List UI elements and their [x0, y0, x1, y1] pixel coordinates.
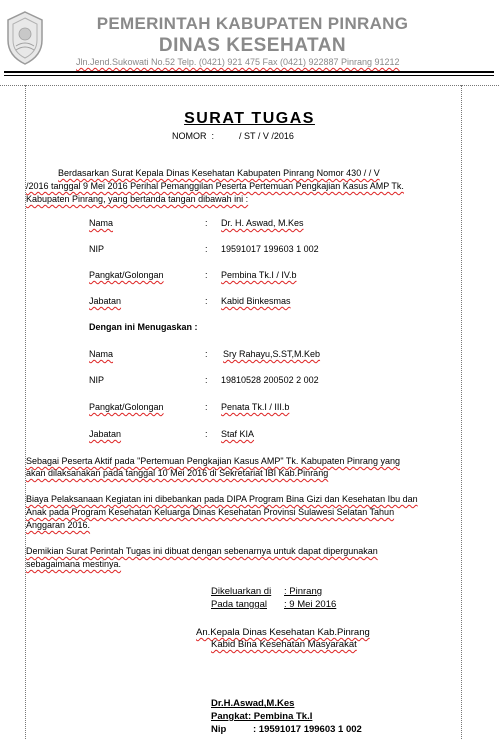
- intro-line-2: /2016 tanggal 9 Mei 2016 Perihal Pemanggilan Peserta Pertemuan Pengkajian Kasus AMP Tk.: [26, 181, 404, 191]
- signature-name: Dr.H.Aswad,M.Kes: [211, 698, 295, 709]
- signer-position-label: Jabatan: [89, 296, 122, 306]
- letterhead-government: PEMERINTAH KABUPATEN PINRANG: [96, 14, 409, 33]
- intro-line-3: Kabupaten Pinrang, yang bertanda tangan dibawah ini :: [26, 194, 249, 204]
- letterhead-rule-thick: [4, 71, 494, 73]
- signer-nip-label: NIP: [89, 244, 105, 254]
- assignee-position-value: Staf KIA: [221, 429, 255, 439]
- margin-guide-top: [0, 85, 499, 86]
- signer-position-colon: :: [205, 296, 208, 306]
- para3-line-2: sebagaimana mestinya.: [26, 559, 122, 569]
- assignee-name-label: Nama: [89, 349, 114, 359]
- assignee-name-value: Sry Rahayu,S.ST,M.Keb: [223, 349, 321, 359]
- issued-place-label: Dikeluarkan di: [211, 586, 272, 597]
- signer-rank-value: Pembina Tk.I / IV.b: [221, 270, 297, 280]
- para1-line-2: akan dilaksanakan pada tanggal 10 Mei 2016 di Sekretariat IBI Kab.Pinrang: [26, 468, 329, 478]
- signer-name-colon: :: [205, 218, 208, 228]
- signature-on-behalf: An.Kepala Dinas Kesehatan Kab.Pinrang: [196, 627, 370, 638]
- signature-nip-label: Nip: [211, 724, 227, 735]
- regency-emblem-icon: [4, 10, 46, 66]
- assignee-rank-value: Penata Tk.I / III.b: [221, 402, 290, 412]
- document-number: NOMOR : / ST / V /2016: [172, 131, 294, 141]
- margin-guide-right: [461, 85, 462, 739]
- para2-line-3: Anggaran 2016.: [26, 520, 91, 530]
- para2-line-1: Biaya Pelaksanaan Kegiatan ini dibebankan pada DIPA Program Bina Gizi dan Kesehatan Ibu dan: [26, 494, 418, 504]
- assignee-rank-colon: :: [205, 402, 208, 412]
- signer-rank-colon: :: [205, 270, 208, 280]
- para1-line-1: Sebagai Peserta Aktif pada "Pertemuan Pengkajian Kasus AMP" Tk. Kabupaten Pinrang yang: [26, 456, 400, 466]
- document-title: SURAT TUGAS: [184, 110, 315, 127]
- assignee-rank-label: Pangkat/Golongan: [89, 402, 164, 412]
- letterhead-address: Jln.Jend.Sukowati No.52 Telp. (0421) 921 475 Fax (0421) 922887 Pinrang 91212: [76, 57, 400, 67]
- issued-date-value: : 9 Mei 2016: [284, 599, 337, 610]
- assignee-nip-value: 19810528 200502 2 002: [221, 375, 319, 385]
- signer-position-value: Kabid Binkesmas: [221, 296, 291, 306]
- signer-name-label: Nama: [89, 218, 114, 228]
- assignee-position-colon: :: [205, 429, 208, 439]
- assign-heading: Dengan ini Menugaskan :: [89, 322, 198, 332]
- issued-date-label: Pada tanggal: [211, 599, 267, 610]
- issued-place-value: : Pinrang: [284, 586, 323, 597]
- letterhead-rule-thin: [4, 75, 494, 76]
- assignee-nip-colon: :: [205, 375, 208, 385]
- signer-nip-value: 19591017 199603 1 002: [221, 244, 319, 254]
- intro-line-1: Berdasarkan Surat Kepala Dinas Kesehatan Kabupaten Pinrang Nomor 430 / / V: [58, 168, 380, 178]
- para2-line-2: Anak pada Program Kesehatan Keluarga Dinas Kesehatan Provinsi Sulawesi Selatan Tahun: [26, 507, 395, 517]
- signer-nip-colon: :: [205, 244, 208, 254]
- letterhead-agency: DINAS KESEHATAN: [158, 35, 347, 56]
- signature-rank: Pangkat: Pembina Tk.I: [211, 711, 313, 722]
- assignee-nip-label: NIP: [89, 375, 105, 385]
- assignee-position-label: Jabatan: [89, 429, 122, 439]
- para3-line-1: Demikian Surat Perintah Tugas ini dibuat dengan sebenarnya untuk dapat dipergunakan: [26, 546, 378, 556]
- signer-name-value: Dr. H. Aswad, M.Kes: [221, 218, 304, 228]
- assignee-name-colon: :: [205, 349, 208, 359]
- signature-nip-value: : 19591017 199603 1 002: [253, 724, 362, 735]
- signature-position: Kabid Bina Kesehatan Masyarakat: [211, 639, 357, 650]
- signer-rank-label: Pangkat/Golongan: [89, 270, 164, 280]
